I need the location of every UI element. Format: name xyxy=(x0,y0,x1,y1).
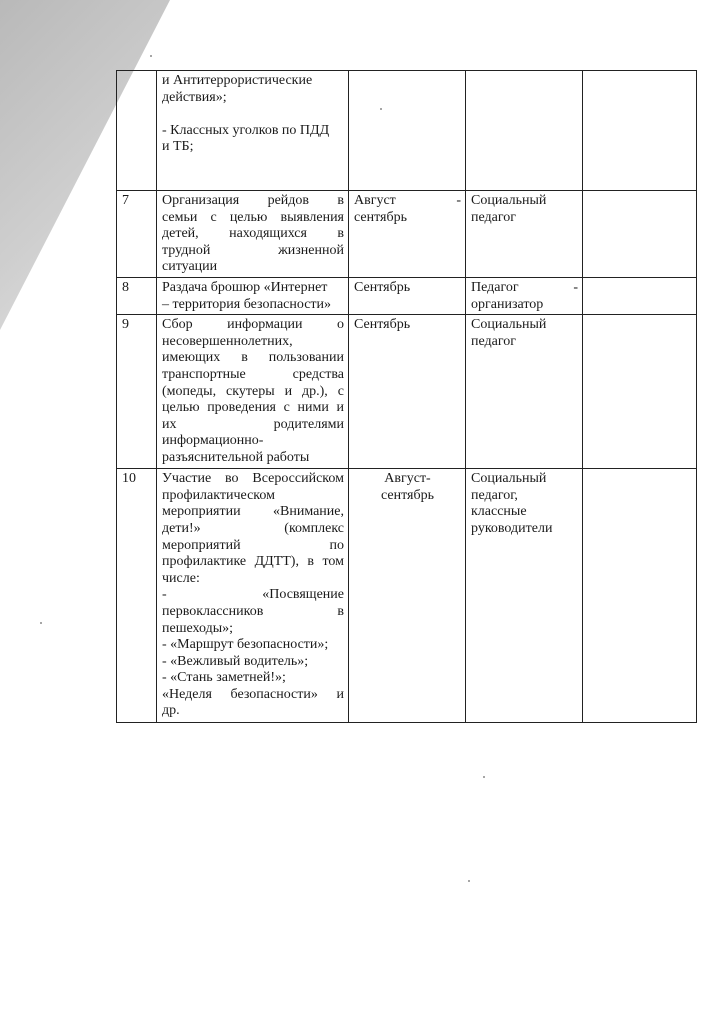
note-cell xyxy=(583,469,697,723)
date-cell: Сентябрь xyxy=(349,315,466,469)
scan-speck xyxy=(468,880,470,882)
responsible-cell: Педагог - организатор xyxy=(466,277,583,314)
responsible-cell: Социальный педагог xyxy=(466,191,583,278)
responsible-cell: Социальный педагог xyxy=(466,315,583,469)
event-cell: Сбор информации о несовершеннолетних, имеющих в пользовании транспортные средства (мопеды, скутеры и др.), с целью проведения с ними и их родителями информационно- разъяснительной работы xyxy=(157,315,349,469)
row-number-cell: 7 xyxy=(117,191,157,278)
event-cell: и Антитеррористические действия»; - Классных уголков по ПДД и ТБ; xyxy=(157,71,349,191)
table-row xyxy=(117,315,697,469)
table-row xyxy=(117,277,697,314)
scan-speck xyxy=(483,776,485,778)
date-cell xyxy=(349,71,466,191)
note-cell xyxy=(583,277,697,314)
table-row xyxy=(117,469,697,723)
row-number-cell: 9 xyxy=(117,315,157,469)
scan-speck xyxy=(40,622,42,624)
note-cell xyxy=(583,191,697,278)
responsible-cell xyxy=(466,71,583,191)
table-row xyxy=(117,71,697,191)
scan-speck xyxy=(150,55,152,57)
table-row xyxy=(117,191,697,278)
responsible-cell: Социальный педагог, классные руководители xyxy=(466,469,583,723)
date-cell: Август - сентябрь xyxy=(349,191,466,278)
events-table xyxy=(116,70,697,723)
date-cell: Август- сентябрь xyxy=(349,469,466,723)
event-cell: Организация рейдов в семьи с целью выявления детей, находящихся в трудной жизненной ситуации xyxy=(157,191,349,278)
note-cell xyxy=(583,71,697,191)
date-cell: Сентябрь xyxy=(349,277,466,314)
row-number-cell: 8 xyxy=(117,277,157,314)
row-number-cell xyxy=(117,71,157,191)
event-cell: Раздача брошюр «Интернет – территория безопасности» xyxy=(157,277,349,314)
row-number-cell: 10 xyxy=(117,469,157,723)
note-cell xyxy=(583,315,697,469)
event-cell: Участие во Всероссийском профилактическом мероприятии «Внимание, дети!» (комплекс мероприятий по профилактике ДДТТ), в том числе: - «Посвящение первоклассников в пешеходы»; - «Маршрут безопасности»; - «Вежливый водитель»; - «Стань заметней!»; «Неделя безопасности» и др. xyxy=(157,469,349,723)
